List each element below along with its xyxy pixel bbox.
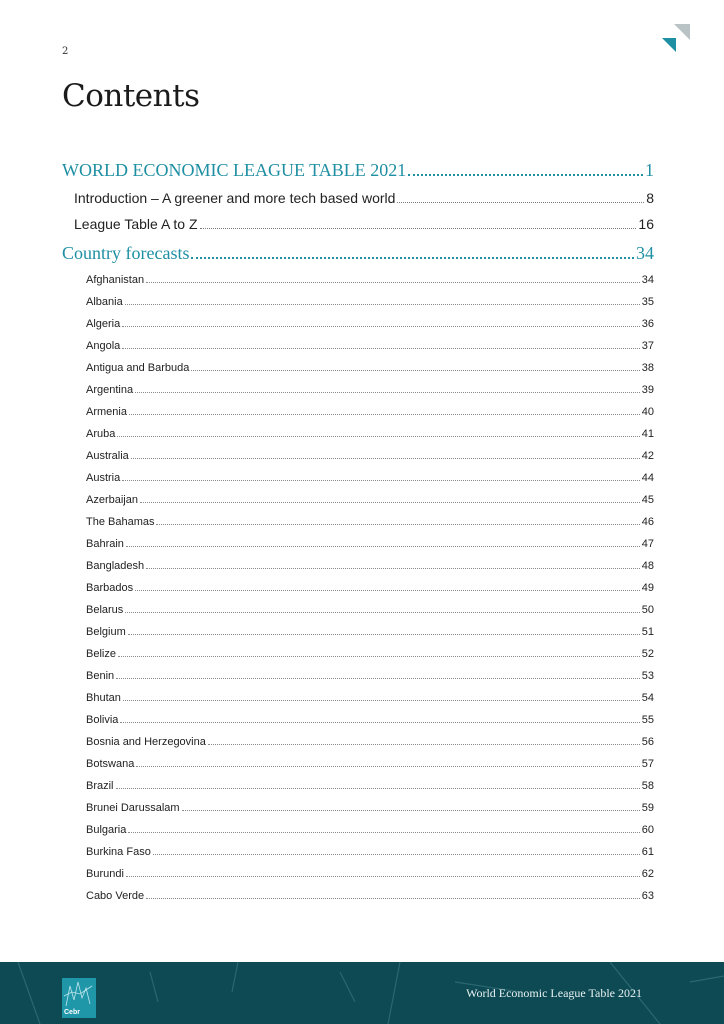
- dot-leader: [118, 656, 640, 657]
- toc-entry-page: 16: [638, 216, 654, 232]
- toc-country-entry[interactable]: [86, 842, 654, 858]
- dot-leader: [135, 392, 640, 393]
- dot-leader: [123, 700, 640, 701]
- toc-country-entry[interactable]: [86, 358, 654, 374]
- dot-leader: [120, 722, 639, 723]
- toc-entry-label: Azerbaijan: [86, 494, 138, 506]
- dot-leader: [140, 502, 640, 503]
- toc-entry-page: 44: [641, 472, 654, 484]
- toc-entry-label: Cabo Verde: [86, 890, 145, 902]
- toc-country-entry[interactable]: [86, 292, 654, 308]
- dot-leader: [122, 326, 640, 327]
- toc-entry-label: Burkina Faso: [86, 846, 151, 858]
- toc-entry-page: 52: [641, 648, 654, 660]
- toc-entry-label: Afghanistan: [86, 274, 145, 286]
- toc-entry-page: 36: [641, 318, 654, 330]
- toc-entry-page: 45: [641, 494, 654, 506]
- toc-entry-page: 41: [641, 428, 654, 440]
- toc-country-entry[interactable]: [86, 754, 654, 770]
- toc-country-entry[interactable]: [86, 512, 654, 528]
- dot-leader: [125, 304, 640, 305]
- toc-entry-label: Belgium: [86, 626, 126, 638]
- toc-entry-page: 35: [641, 296, 654, 308]
- toc-entry-label: Introduction – A greener and more tech based world: [74, 190, 396, 206]
- toc-country-entry[interactable]: [86, 402, 654, 418]
- toc-entry-page: 48: [641, 560, 654, 572]
- dot-leader: [200, 228, 637, 229]
- toc-entry-label: Barbados: [86, 582, 134, 594]
- toc-entry-page: 62: [641, 868, 654, 880]
- dot-leader: [126, 876, 640, 877]
- toc-country-entry[interactable]: [86, 886, 654, 902]
- toc-entry-label: Argentina: [86, 384, 134, 396]
- page-number: 2: [62, 46, 69, 57]
- toc-entry-page: 61: [641, 846, 654, 858]
- toc-entry-label: League Table A to Z: [74, 216, 198, 232]
- logo-text: Cebr: [64, 1009, 80, 1016]
- dot-leader: [117, 436, 639, 437]
- dot-leader: [191, 257, 634, 259]
- toc-country-entry[interactable]: [86, 622, 654, 638]
- toc-entry-page: 47: [641, 538, 654, 550]
- toc-entry-page: 53: [641, 670, 654, 682]
- toc-entry-page: 60: [641, 824, 654, 836]
- toc-entry-page: 39: [641, 384, 654, 396]
- toc-country-entry[interactable]: [86, 468, 654, 484]
- toc-sub-entry[interactable]: [74, 186, 654, 206]
- toc-entry-label: Algeria: [86, 318, 121, 330]
- dot-leader: [116, 788, 640, 789]
- toc-entry-label: Belize: [86, 648, 116, 660]
- toc-entry-label: The Bahamas: [86, 516, 155, 528]
- toc-entry-label: Brunei Darussalam: [86, 802, 180, 814]
- toc-country-entry[interactable]: [86, 732, 654, 748]
- dot-leader: [129, 414, 640, 415]
- toc-country-entry[interactable]: [86, 314, 654, 330]
- toc-country-entry[interactable]: [86, 644, 654, 660]
- toc-entry-label: Antigua and Barbuda: [86, 362, 190, 374]
- toc-entry-page: 51: [641, 626, 654, 638]
- toc-main-entry[interactable]: [62, 155, 654, 181]
- toc-entry-page: 42: [641, 450, 654, 462]
- toc-country-entry[interactable]: [86, 424, 654, 440]
- dot-leader: [128, 832, 639, 833]
- footer-title: World Economic League Table 2021: [466, 986, 642, 1000]
- toc-country-entry[interactable]: [86, 578, 654, 594]
- toc-entry-page: 8: [646, 190, 654, 206]
- toc-entry-label: Botswana: [86, 758, 135, 770]
- toc-country-entry[interactable]: [86, 798, 654, 814]
- toc-entry-label: Austria: [86, 472, 121, 484]
- toc-entry-label: Bulgaria: [86, 824, 127, 836]
- dot-leader: [191, 370, 639, 371]
- toc-entry-page: 50: [641, 604, 654, 616]
- toc-entry-label: Bosnia and Herzegovina: [86, 736, 206, 748]
- toc-entry-label: Angola: [86, 340, 121, 352]
- dot-leader: [408, 174, 643, 176]
- toc-sub-entry[interactable]: [74, 212, 654, 232]
- toc-entry-page: 1: [645, 160, 654, 180]
- dot-leader: [122, 480, 640, 481]
- toc-entry-page: 46: [641, 516, 654, 528]
- toc-entry-page: 37: [641, 340, 654, 352]
- cebr-logo: [62, 978, 96, 1018]
- toc-country-entry[interactable]: [86, 776, 654, 792]
- toc-entry-label: Bolivia: [86, 714, 119, 726]
- footer-band: [0, 962, 724, 1024]
- toc-entry-label: Country forecasts: [62, 243, 190, 263]
- dot-leader: [116, 678, 640, 679]
- toc-country-entry[interactable]: [86, 864, 654, 880]
- toc-country-entry[interactable]: [86, 270, 654, 286]
- dot-leader: [131, 458, 640, 459]
- toc-entry-label: Burundi: [86, 868, 124, 880]
- toc-entry-label: Aruba: [86, 428, 116, 440]
- toc-entry-label: Benin: [86, 670, 115, 682]
- dot-leader: [397, 202, 644, 203]
- toc-entry-label: WORLD ECONOMIC LEAGUE TABLE 2021: [62, 160, 407, 180]
- dot-leader: [182, 810, 640, 811]
- toc-entry-page: 40: [641, 406, 654, 418]
- toc-entry-page: 34: [636, 243, 654, 263]
- dot-leader: [126, 546, 640, 547]
- dot-leader: [136, 766, 639, 767]
- toc-entry-page: 63: [641, 890, 654, 902]
- corner-triangle-icon: [660, 22, 692, 54]
- toc-entry-page: 38: [641, 362, 654, 374]
- dot-leader: [128, 634, 640, 635]
- toc-entry-label: Bhutan: [86, 692, 121, 704]
- page-title: Contents: [62, 78, 200, 114]
- toc-country-entry[interactable]: [86, 490, 654, 506]
- toc-entry-label: Armenia: [86, 406, 127, 418]
- dot-leader: [135, 590, 640, 591]
- toc-country-entry[interactable]: [86, 380, 654, 396]
- dot-leader: [208, 744, 640, 745]
- toc-country-entry[interactable]: [86, 820, 654, 836]
- dot-leader: [156, 524, 639, 525]
- toc-country-entry[interactable]: [86, 534, 654, 550]
- toc-entry-label: Belarus: [86, 604, 124, 616]
- toc-country-entry[interactable]: [86, 446, 654, 462]
- dot-leader: [146, 568, 640, 569]
- toc-country-heading[interactable]: [62, 238, 654, 264]
- dot-leader: [122, 348, 639, 349]
- toc-entry-label: Bangladesh: [86, 560, 145, 572]
- toc-entry-page: 34: [641, 274, 654, 286]
- toc-country-entry[interactable]: [86, 600, 654, 616]
- toc-entry-label: Albania: [86, 296, 123, 308]
- dot-leader: [146, 898, 640, 899]
- toc-entry-label: Bahrain: [86, 538, 124, 550]
- toc-entry-page: 54: [641, 692, 654, 704]
- toc-entry-page: 58: [641, 780, 654, 792]
- toc-country-entry[interactable]: [86, 710, 654, 726]
- toc-entry-page: 57: [641, 758, 654, 770]
- toc-entry-page: 49: [641, 582, 654, 594]
- toc-country-entry[interactable]: [86, 336, 654, 352]
- logo-graphic: [62, 978, 96, 1008]
- toc-country-entry[interactable]: [86, 688, 654, 704]
- toc-entry-page: 55: [641, 714, 654, 726]
- toc-entry-label: Australia: [86, 450, 129, 462]
- toc-entry-label: Brazil: [86, 780, 114, 792]
- dot-leader: [153, 854, 640, 855]
- dot-leader: [125, 612, 639, 613]
- toc-entry-page: 59: [641, 802, 654, 814]
- toc-entry-page: 56: [641, 736, 654, 748]
- toc-country-entry[interactable]: [86, 666, 654, 682]
- dot-leader: [146, 282, 640, 283]
- toc-country-entry[interactable]: [86, 556, 654, 572]
